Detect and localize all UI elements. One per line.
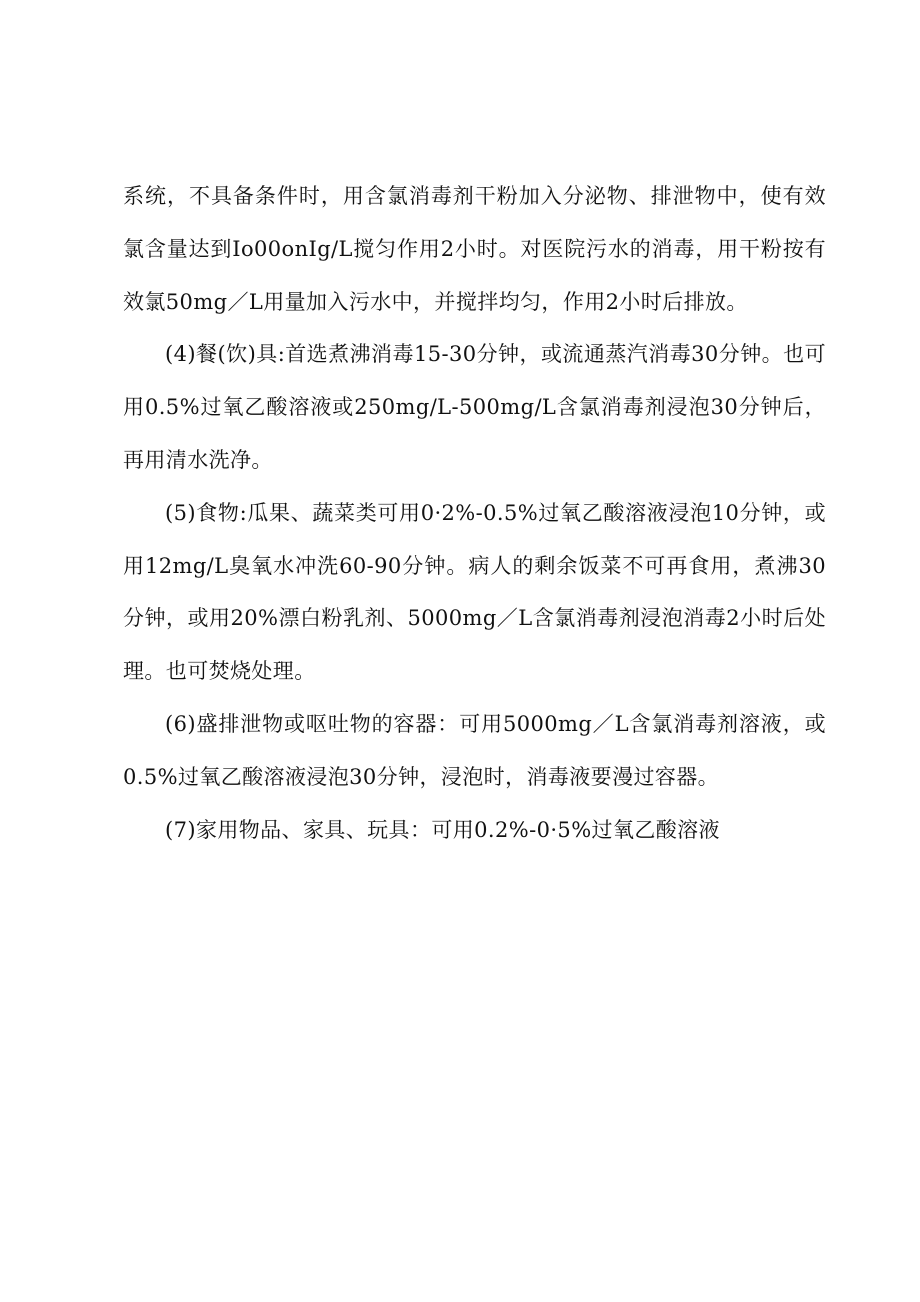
document-body (123, 170, 826, 856)
paragraph-waste-containers: (6)盛排泄物或呕吐物的容器：可用5000mg／L含氯消毒剂溶液，或0.5%过氧乙酸溶液浸泡30分钟，浸泡时，消毒液要漫过容器。 (123, 711, 826, 789)
paragraph-household-items: (7)家用物品、家具、玩具：可用0.2%-0·5%过氧乙酸溶液 (165, 817, 720, 842)
paragraph-tableware: (4)餐(饮)具:首选煮沸消毒15-30分钟，或流通蒸汽消毒30分钟。也可用0.5%过氧乙酸溶液或250mg/L-500mg/L含氯消毒剂浸泡30分钟后，再用清水洗净。 (123, 342, 826, 472)
paragraph-continued-disinfection: 系统，不具备条件时，用含氯消毒剂干粉加入分泌物、排泄物中，使有效氯含量达到Io00onIg/L搅匀作用2小时。对医院污水的消毒，用干粉按有效氯50mg／L用量加入污水中，并搅拌均匀，作用2小时后排放。 (123, 184, 826, 314)
paragraph-food: (5)食物:瓜果、蔬菜类可用0·2%-0.5%过氧乙酸溶液浸泡10分钟，或用12mg/L臭氧水冲洗60-90分钟。病人的剩余饭菜不可再食用，煮沸30分钟，或用20%漂白粉乳剂、5000mg／L含氯消毒剂浸泡消毒2小时后处理。也可焚烧处理。 (123, 500, 826, 684)
